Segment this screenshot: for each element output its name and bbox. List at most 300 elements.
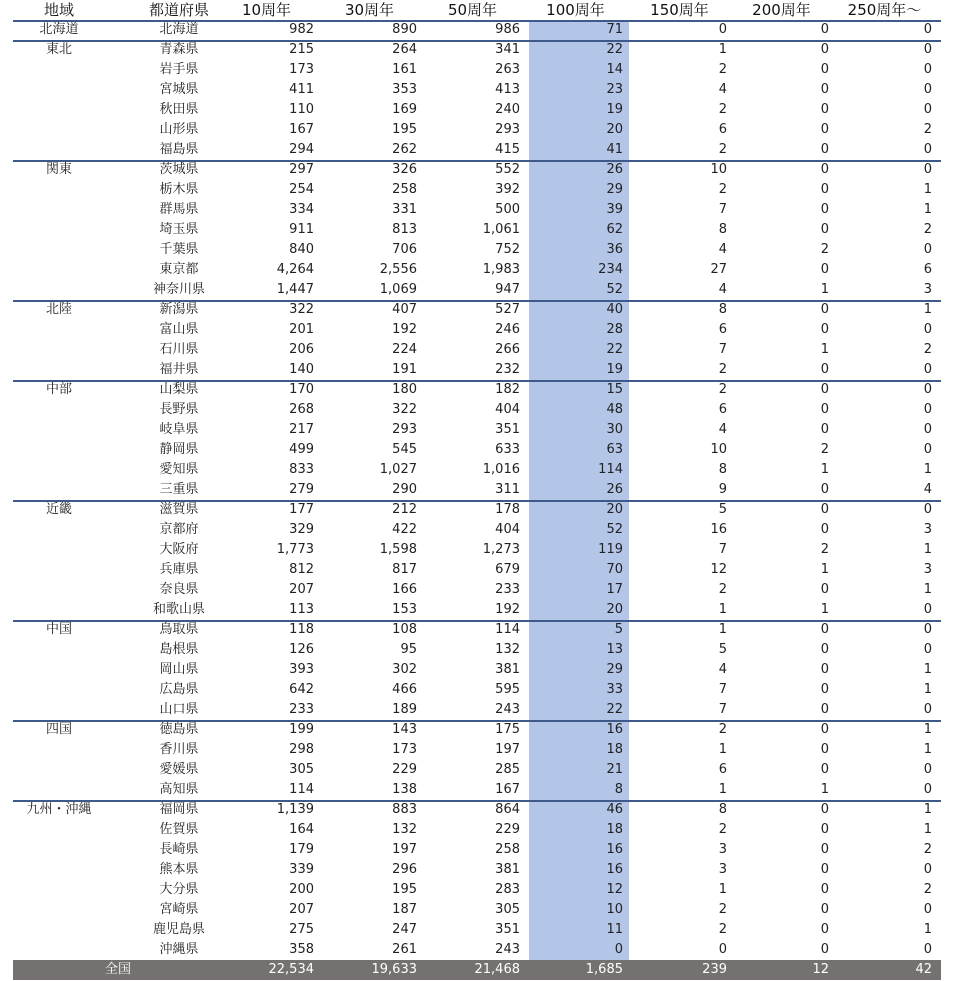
table-row xyxy=(13,480,941,500)
value-cell: 258 xyxy=(392,182,417,197)
value-cell: 7 xyxy=(718,202,727,217)
value-cell: 890 xyxy=(392,22,417,37)
value-cell: 240 xyxy=(495,102,520,117)
value-cell: 679 xyxy=(495,562,520,577)
prefecture-cell: 熊本県 xyxy=(159,862,199,877)
value-cell: 393 xyxy=(289,662,314,677)
value-cell: 33 xyxy=(606,682,623,697)
value-cell: 114 xyxy=(495,622,520,637)
table-row xyxy=(13,920,941,940)
value-cell: 243 xyxy=(495,702,520,717)
value-cell: 706 xyxy=(392,242,417,257)
prefecture-cell: 高知県 xyxy=(159,782,199,797)
value-cell: 296 xyxy=(392,862,417,877)
value-cell: 0 xyxy=(718,22,727,37)
table-row xyxy=(13,260,941,280)
value-cell: 1 xyxy=(820,602,829,617)
value-cell: 0 xyxy=(923,82,932,97)
value-cell: 0 xyxy=(923,102,932,117)
value-cell: 262 xyxy=(392,142,417,157)
value-cell: 41 xyxy=(606,142,623,157)
value-cell: 302 xyxy=(392,662,417,677)
value-cell: 207 xyxy=(289,582,314,597)
prefecture-cell: 静岡県 xyxy=(159,442,199,457)
value-cell: 404 xyxy=(495,522,520,537)
table-row xyxy=(13,740,941,760)
value-cell: 254 xyxy=(289,182,314,197)
value-cell: 173 xyxy=(289,62,314,77)
prefecture-cell: 佐賀県 xyxy=(159,822,199,837)
value-cell: 4 xyxy=(718,282,727,297)
value-cell: 0 xyxy=(820,502,829,517)
value-cell: 0 xyxy=(820,182,829,197)
value-cell: 169 xyxy=(392,102,417,117)
value-cell: 2 xyxy=(923,122,932,137)
value-cell: 3 xyxy=(923,282,932,297)
value-cell: 0 xyxy=(923,862,932,877)
value-cell: 0 xyxy=(820,142,829,157)
value-cell: 52 xyxy=(606,522,623,537)
prefecture-cell: 鹿児島県 xyxy=(152,922,205,937)
value-cell: 8 xyxy=(718,802,727,817)
value-cell: 20 xyxy=(606,602,623,617)
value-cell: 4 xyxy=(718,662,727,677)
value-cell: 71 xyxy=(606,22,623,37)
value-cell: 4 xyxy=(718,82,727,97)
value-cell: 16 xyxy=(710,522,727,537)
value-cell: 305 xyxy=(495,902,520,917)
value-cell: 305 xyxy=(289,762,314,777)
value-cell: 2 xyxy=(923,842,932,857)
value-cell: 166 xyxy=(392,582,417,597)
value-cell: 15 xyxy=(606,382,623,397)
value-cell: 20 xyxy=(606,502,623,517)
value-cell: 132 xyxy=(392,822,417,837)
total-value-cell: 21,468 xyxy=(474,962,520,977)
table-row xyxy=(13,780,941,800)
value-cell: 4 xyxy=(923,482,932,497)
value-cell: 3 xyxy=(718,862,727,877)
column-header: 100周年 xyxy=(546,1,605,19)
value-cell: 4,264 xyxy=(276,262,314,277)
value-cell: 108 xyxy=(392,622,417,637)
value-cell: 12 xyxy=(606,882,623,897)
value-cell: 232 xyxy=(495,362,520,377)
value-cell: 947 xyxy=(495,282,520,297)
value-cell: 0 xyxy=(820,22,829,37)
value-cell: 1 xyxy=(923,682,932,697)
value-cell: 279 xyxy=(289,482,314,497)
region-cell: 中部 xyxy=(45,382,72,397)
value-cell: 817 xyxy=(392,562,417,577)
value-cell: 0 xyxy=(923,22,932,37)
value-cell: 840 xyxy=(289,242,314,257)
value-cell: 0 xyxy=(923,242,932,257)
value-cell: 2 xyxy=(820,242,829,257)
value-cell: 173 xyxy=(392,742,417,757)
value-cell: 422 xyxy=(392,522,417,537)
value-cell: 294 xyxy=(289,142,314,157)
value-cell: 114 xyxy=(598,462,623,477)
value-cell: 0 xyxy=(923,382,932,397)
region-cell: 東北 xyxy=(45,42,72,57)
value-cell: 195 xyxy=(392,882,417,897)
value-cell: 293 xyxy=(495,122,520,137)
value-cell: 118 xyxy=(289,622,314,637)
value-cell: 407 xyxy=(392,302,417,317)
value-cell: 1,027 xyxy=(379,462,417,477)
value-cell: 752 xyxy=(495,242,520,257)
value-cell: 30 xyxy=(606,422,623,437)
value-cell: 229 xyxy=(392,762,417,777)
value-cell: 0 xyxy=(820,522,829,537)
value-cell: 298 xyxy=(289,742,314,757)
value-cell: 13 xyxy=(606,642,623,657)
value-cell: 0 xyxy=(820,302,829,317)
value-cell: 1 xyxy=(820,462,829,477)
prefecture-cell: 岐阜県 xyxy=(159,422,199,437)
value-cell: 0 xyxy=(718,942,727,957)
table-row xyxy=(13,240,941,260)
value-cell: 1 xyxy=(923,802,932,817)
table-row xyxy=(13,540,941,560)
prefecture-cell: 愛知県 xyxy=(159,462,199,477)
value-cell: 0 xyxy=(923,622,932,637)
value-cell: 0 xyxy=(820,882,829,897)
value-cell: 341 xyxy=(495,42,520,57)
value-cell: 0 xyxy=(820,942,829,957)
value-cell: 413 xyxy=(495,82,520,97)
value-cell: 1 xyxy=(923,922,932,937)
value-cell: 1 xyxy=(718,742,727,757)
value-cell: 381 xyxy=(495,862,520,877)
value-cell: 0 xyxy=(923,702,932,717)
value-cell: 285 xyxy=(495,762,520,777)
value-cell: 212 xyxy=(392,502,417,517)
value-cell: 293 xyxy=(392,422,417,437)
value-cell: 217 xyxy=(289,422,314,437)
region-cell: 北海道 xyxy=(39,22,79,37)
table-row xyxy=(13,860,941,880)
total-value-cell: 239 xyxy=(702,962,727,977)
table-row xyxy=(13,400,941,420)
table-row xyxy=(13,220,941,240)
value-cell: 0 xyxy=(820,922,829,937)
value-cell: 7 xyxy=(718,542,727,557)
value-cell: 170 xyxy=(289,382,314,397)
value-cell: 527 xyxy=(495,302,520,317)
value-cell: 0 xyxy=(923,642,932,657)
value-cell: 1 xyxy=(718,622,727,637)
value-cell: 322 xyxy=(392,402,417,417)
value-cell: 143 xyxy=(392,722,417,737)
value-cell: 246 xyxy=(495,322,520,337)
value-cell: 18 xyxy=(606,822,623,837)
table-row xyxy=(13,640,941,660)
value-cell: 192 xyxy=(392,322,417,337)
total-value-cell: 1,685 xyxy=(585,962,623,977)
region-cell: 関東 xyxy=(45,162,72,177)
column-header: 200周年 xyxy=(752,1,811,19)
value-cell: 0 xyxy=(820,622,829,637)
value-cell: 29 xyxy=(606,182,623,197)
value-cell: 642 xyxy=(289,682,314,697)
value-cell: 381 xyxy=(495,662,520,677)
total-label: 全国 xyxy=(104,962,131,977)
table-row xyxy=(13,180,941,200)
value-cell: 883 xyxy=(392,802,417,817)
value-cell: 8 xyxy=(718,302,727,317)
value-cell: 161 xyxy=(392,62,417,77)
prefecture-cell: 北海道 xyxy=(159,22,199,37)
value-cell: 187 xyxy=(392,902,417,917)
value-cell: 2 xyxy=(820,542,829,557)
value-cell: 0 xyxy=(923,322,932,337)
value-cell: 334 xyxy=(289,202,314,217)
value-cell: 0 xyxy=(820,802,829,817)
value-cell: 1 xyxy=(923,662,932,677)
value-cell: 1 xyxy=(820,782,829,797)
value-cell: 0 xyxy=(820,822,829,837)
value-cell: 1 xyxy=(923,722,932,737)
value-cell: 229 xyxy=(495,822,520,837)
value-cell: 247 xyxy=(392,922,417,937)
prefecture-cell: 神奈川県 xyxy=(152,282,205,297)
value-cell: 0 xyxy=(923,902,932,917)
prefecture-cell: 山梨県 xyxy=(159,382,199,397)
total-value-cell: 22,534 xyxy=(268,962,314,977)
value-cell: 175 xyxy=(495,722,520,737)
value-cell: 7 xyxy=(718,342,727,357)
value-cell: 0 xyxy=(820,362,829,377)
value-cell: 0 xyxy=(923,502,932,517)
value-cell: 392 xyxy=(495,182,520,197)
table-row xyxy=(13,520,941,540)
value-cell: 178 xyxy=(495,502,520,517)
table-row xyxy=(13,620,941,640)
table-row xyxy=(13,40,941,60)
column-header: 250周年〜 xyxy=(847,1,922,19)
value-cell: 1 xyxy=(718,42,727,57)
value-cell: 182 xyxy=(495,382,520,397)
table-row xyxy=(13,560,941,580)
prefecture-cell: 大阪府 xyxy=(159,542,199,557)
value-cell: 0 xyxy=(820,122,829,137)
prefecture-cell: 兵庫県 xyxy=(159,562,199,577)
value-cell: 167 xyxy=(495,782,520,797)
value-cell: 0 xyxy=(820,722,829,737)
table-row xyxy=(13,800,941,820)
value-cell: 2 xyxy=(718,362,727,377)
value-cell: 17 xyxy=(606,582,623,597)
prefecture-cell: 滋賀県 xyxy=(159,502,199,517)
value-cell: 1,598 xyxy=(379,542,417,557)
value-cell: 27 xyxy=(710,262,727,277)
value-cell: 0 xyxy=(820,742,829,757)
value-cell: 6 xyxy=(718,762,727,777)
value-cell: 0 xyxy=(820,902,829,917)
value-cell: 0 xyxy=(820,482,829,497)
prefecture-cell: 栃木県 xyxy=(159,182,199,197)
value-cell: 10 xyxy=(710,162,727,177)
value-cell: 2 xyxy=(718,102,727,117)
prefecture-cell: 愛媛県 xyxy=(159,762,199,777)
value-cell: 234 xyxy=(598,262,623,277)
value-cell: 1 xyxy=(923,182,932,197)
table-row xyxy=(13,440,941,460)
value-cell: 36 xyxy=(606,242,623,257)
value-cell: 16 xyxy=(606,862,623,877)
value-cell: 113 xyxy=(289,602,314,617)
value-cell: 12 xyxy=(710,562,727,577)
prefecture-cell: 徳島県 xyxy=(159,722,199,737)
value-cell: 2 xyxy=(718,182,727,197)
value-cell: 5 xyxy=(718,502,727,517)
value-cell: 199 xyxy=(289,722,314,737)
value-cell: 268 xyxy=(289,402,314,417)
value-cell: 351 xyxy=(495,422,520,437)
value-cell: 0 xyxy=(820,842,829,857)
total-value-cell: 12 xyxy=(812,962,829,977)
value-cell: 0 xyxy=(820,682,829,697)
value-cell: 164 xyxy=(289,822,314,837)
value-cell: 499 xyxy=(289,442,314,457)
value-cell: 195 xyxy=(392,122,417,137)
value-cell: 114 xyxy=(289,782,314,797)
value-cell: 140 xyxy=(289,362,314,377)
prefecture-cell: 青森県 xyxy=(159,42,199,57)
value-cell: 19 xyxy=(606,102,623,117)
value-cell: 4 xyxy=(718,422,727,437)
value-cell: 2 xyxy=(718,142,727,157)
prefecture-cell: 茨城県 xyxy=(159,162,199,177)
value-cell: 243 xyxy=(495,942,520,957)
table-row xyxy=(13,280,941,300)
value-cell: 1,016 xyxy=(482,462,520,477)
table-row xyxy=(13,880,941,900)
prefecture-cell: 千葉県 xyxy=(159,242,199,257)
value-cell: 19 xyxy=(606,362,623,377)
value-cell: 0 xyxy=(820,62,829,77)
table-row xyxy=(13,680,941,700)
total-value-cell: 19,633 xyxy=(371,962,417,977)
value-cell: 22 xyxy=(606,342,623,357)
table-row xyxy=(13,360,941,380)
value-cell: 21 xyxy=(606,762,623,777)
prefecture-cell: 福井県 xyxy=(159,362,199,377)
value-cell: 1 xyxy=(820,282,829,297)
value-cell: 552 xyxy=(495,162,520,177)
value-cell: 2 xyxy=(923,222,932,237)
value-cell: 1 xyxy=(820,562,829,577)
value-cell: 0 xyxy=(820,202,829,217)
value-cell: 911 xyxy=(289,222,314,237)
value-cell: 415 xyxy=(495,142,520,157)
table-row xyxy=(13,100,941,120)
prefecture-cell: 東京都 xyxy=(159,262,199,277)
value-cell: 500 xyxy=(495,202,520,217)
value-cell: 0 xyxy=(820,862,829,877)
prefecture-cell: 福岡県 xyxy=(159,802,199,817)
value-cell: 46 xyxy=(606,802,623,817)
prefecture-cell: 秋田県 xyxy=(159,102,199,117)
region-cell: 中国 xyxy=(45,622,72,637)
value-cell: 0 xyxy=(820,702,829,717)
value-cell: 0 xyxy=(820,582,829,597)
prefecture-cell: 三重県 xyxy=(159,482,199,497)
prefecture-cell: 福島県 xyxy=(159,142,199,157)
value-cell: 207 xyxy=(289,902,314,917)
prefecture-cell: 富山県 xyxy=(159,322,199,337)
value-cell: 23 xyxy=(606,82,623,97)
prefecture-cell: 岡山県 xyxy=(159,662,199,677)
table-row xyxy=(13,840,941,860)
value-cell: 1 xyxy=(718,782,727,797)
value-cell: 0 xyxy=(820,762,829,777)
value-cell: 0 xyxy=(820,642,829,657)
value-cell: 0 xyxy=(923,942,932,957)
value-cell: 2 xyxy=(923,342,932,357)
region-cell: 北陸 xyxy=(45,302,72,317)
value-cell: 1 xyxy=(718,602,727,617)
table-row xyxy=(13,60,941,80)
value-cell: 311 xyxy=(495,482,520,497)
table-row xyxy=(13,900,941,920)
value-cell: 297 xyxy=(289,162,314,177)
value-cell: 0 xyxy=(820,262,829,277)
prefecture-cell: 香川県 xyxy=(159,742,199,757)
value-cell: 22 xyxy=(606,702,623,717)
prefecture-cell: 長崎県 xyxy=(159,842,199,857)
value-cell: 6 xyxy=(718,322,727,337)
value-cell: 197 xyxy=(495,742,520,757)
value-cell: 2,556 xyxy=(379,262,417,277)
value-cell: 633 xyxy=(495,442,520,457)
value-cell: 813 xyxy=(392,222,417,237)
value-cell: 339 xyxy=(289,862,314,877)
table-row xyxy=(13,200,941,220)
value-cell: 52 xyxy=(606,282,623,297)
table-row xyxy=(13,300,941,320)
prefecture-cell: 山形県 xyxy=(159,122,199,137)
value-cell: 0 xyxy=(923,602,932,617)
prefecture-cell: 群馬県 xyxy=(159,202,199,217)
value-cell: 0 xyxy=(923,162,932,177)
value-cell: 2 xyxy=(718,582,727,597)
value-cell: 0 xyxy=(820,42,829,57)
prefecture-cell: 埼玉県 xyxy=(159,222,199,237)
table-row xyxy=(13,580,941,600)
value-cell: 1,773 xyxy=(276,542,314,557)
value-cell: 2 xyxy=(718,922,727,937)
value-cell: 200 xyxy=(289,882,314,897)
table-row xyxy=(13,140,941,160)
value-cell: 3 xyxy=(923,522,932,537)
column-header: 50周年 xyxy=(447,1,498,19)
value-cell: 4 xyxy=(718,242,727,257)
value-cell: 1 xyxy=(923,462,932,477)
value-cell: 39 xyxy=(606,202,623,217)
value-cell: 0 xyxy=(614,942,623,957)
prefecture-cell: 沖縄県 xyxy=(159,942,199,957)
value-cell: 0 xyxy=(820,222,829,237)
value-cell: 3 xyxy=(923,562,932,577)
value-cell: 833 xyxy=(289,462,314,477)
value-cell: 63 xyxy=(606,442,623,457)
value-cell: 40 xyxy=(606,302,623,317)
value-cell: 126 xyxy=(289,642,314,657)
value-cell: 1 xyxy=(718,882,727,897)
